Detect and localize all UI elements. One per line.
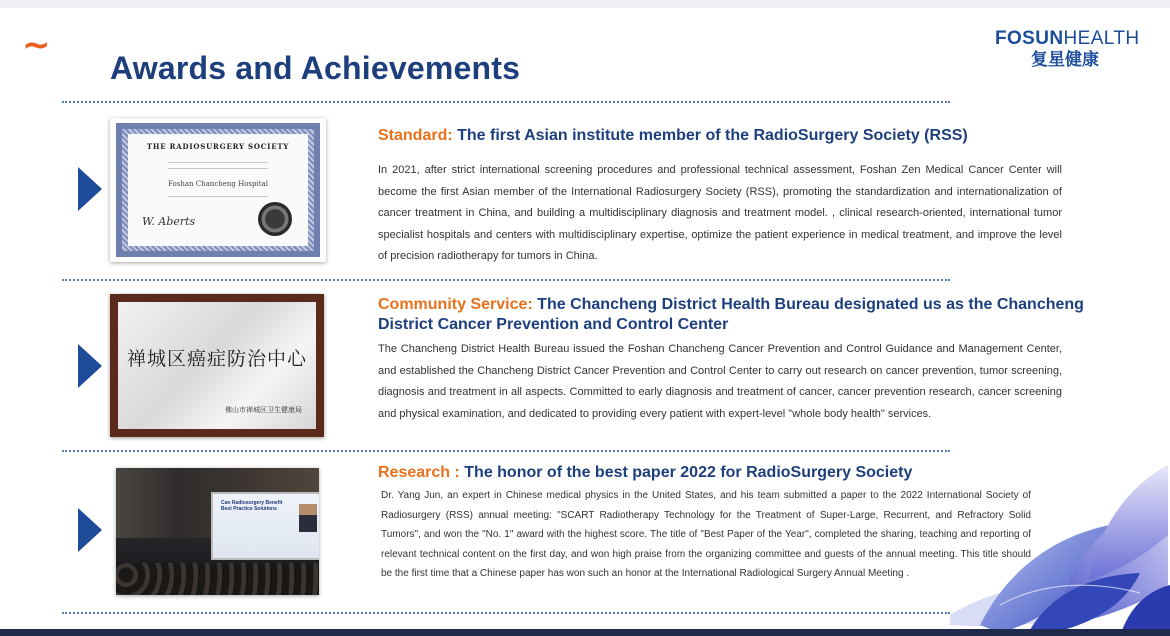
lotus-flower-decoration [940,455,1170,636]
certificate-signature: W. Aberts [142,215,196,228]
divider-1 [62,279,950,281]
section-category: Standard [378,127,448,144]
section-title: The Chancheng District Health Bureau designated us as the Chancheng District Cancer Prevention and Control Center [378,296,1084,333]
photo-screen-title: Can Radiosurgery Benefit Best Practice Solutions [221,500,283,512]
logo-text-light: HEALTH [1063,28,1140,49]
certificate-title: THE RADIOSURGERY SOCIETY [146,142,290,151]
section-heading-standard [378,126,1118,146]
logo-text-bold: FOSUN [995,28,1064,49]
tilde-accent-icon: ~ [22,25,51,65]
page-title: Awards and Achievements [110,50,521,86]
section-title: The first Asian institute member of the RadioSurgery Society (RSS) [457,127,968,144]
fosun-health-logo [995,28,1145,70]
top-bar [0,0,1170,8]
certificate-name: Foshan Chancheng Hospital [168,180,268,188]
conference-photo-image [116,468,319,595]
certificate-line [168,196,268,197]
section-separator: : [447,127,458,144]
section-category: Research [378,464,451,481]
chevron-right-arrow-icon [78,167,102,211]
section-heading-community [378,295,1118,335]
bottom-bar [0,629,1170,636]
section-body-research: Dr. Yang Jun, an expert in Chinese medical physics in the United States, and his team submitted a paper to the 2022 International Society of Radiosurgery (RSS) annual meeting: "SCART Radiotherapy Technology for the Treatment of Super-Large, Recurrent, and Refractory Solid Tumors", and won the "No. 1" award with the highest score. The title of "Best Paper of the Year", completed the sharing, teaching and reporting of relevant technical content on the first day, and won high praise from the organizing committee and guests of the annual meeting. This title should be the first time that a Chinese paper has won such an honor at the International Radiological Surgery Annual Meeting . [381,490,1031,580]
chevron-right-arrow-icon [78,344,102,388]
section-separator: : [450,464,465,481]
section-category: Community Service [378,296,528,313]
divider-bottom [62,612,950,614]
logo-text-cn: 复星健康 [1031,50,1099,70]
plaque-issuer: 佛山市禅城区卫生健康局 [225,406,302,414]
section-body-standard: In 2021, after strict international screening procedures and professional technical assessment, Foshan Zen Medical Cancer Center will become the first Asian member of the International Radiosurgery Society (RSS), promoting the standardization and internationalization of cancer treatment in China, and building a multidisciplinary diagnosis and treatment model. , clinical research-oriented, international tumor specialist hospitals and centers with multidisciplinary expertise, optimize the patient experience in medical treatment, and improve the level of precision radiotherapy for tumors in China. [378,164,1062,263]
plaque-surface [118,302,316,429]
logo-text-en [995,28,1145,50]
district-plaque-image [110,294,324,437]
section-title: The honor of the best paper 2022 for RadioSurgery Society [464,464,913,481]
section-body-community: The Chancheng District Health Bureau issued the Foshan Chancheng Cancer Prevention and Control Guidance and Management Center, and established the Chancheng District Cancer Prevention and Control Center to carry out research on cancer prevention, tumor screening, diagnosis and treatment in all aspects. Committed to early diagnosis and treatment of cancer, cancer prevention research, cancer screening and physical examination, and dedicated to providing every patient with expert-level "whole body health" services. [378,343,1062,420]
plaque-text: 禅城区癌症防治中心 [126,348,307,370]
certificate-line [168,162,268,163]
chevron-right-arrow-icon [78,508,102,552]
certificate-inner [128,134,308,246]
photo-speaker-portrait [299,504,317,532]
certificate-seal [258,202,292,236]
photo-projection-screen [211,492,319,560]
photo-audience [116,563,319,595]
certificate-line [168,168,268,169]
section-separator: : [527,296,538,313]
divider-top [62,101,950,103]
divider-2 [62,450,950,452]
rss-certificate-image [110,118,326,262]
